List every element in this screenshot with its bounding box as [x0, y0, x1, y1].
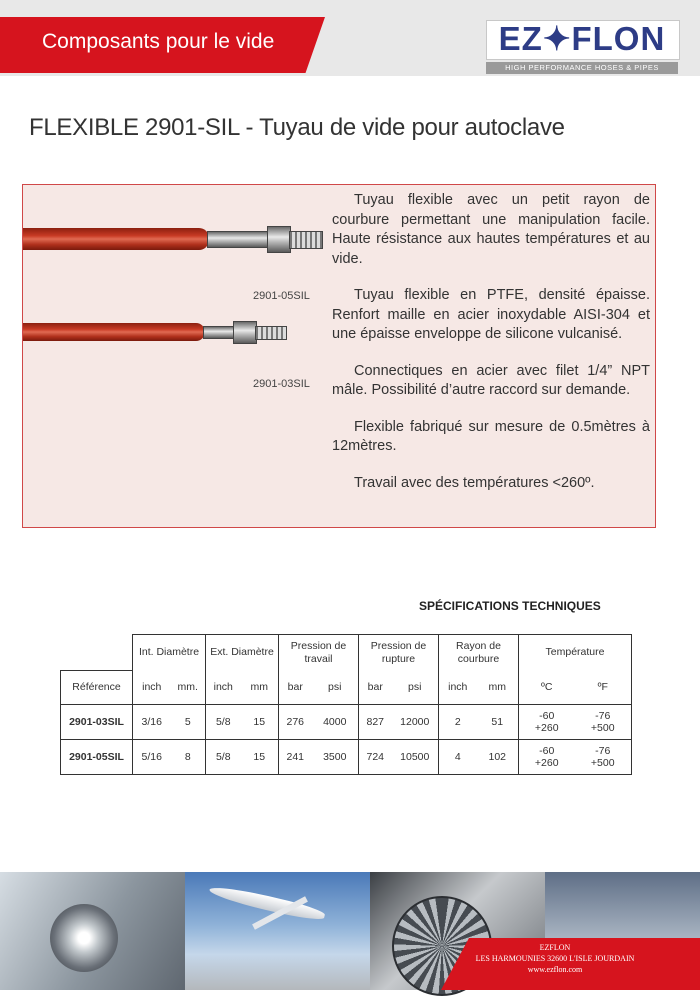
product-panel	[22, 184, 656, 528]
table-row	[61, 739, 632, 774]
cell-temp-c	[519, 739, 575, 774]
temp-max: +500	[590, 721, 615, 734]
section-title: Composants pour le vide	[42, 30, 275, 53]
fitting-sleeve	[207, 231, 269, 248]
aircraft-engine-photo	[0, 872, 185, 990]
row-reference: 2901-03SIL	[61, 704, 133, 739]
description-paragraph: Connectiques en acier avec filet 1/4” NPT mâle. Possibilité d’autre raccord sur demande.	[332, 362, 650, 398]
cell-radius-mm: 51	[477, 704, 519, 739]
unit-label: ºC	[519, 670, 575, 704]
specs-table	[60, 634, 632, 775]
cell-temp-f	[575, 704, 632, 739]
hose-label-05sil: 2901-05SIL	[253, 290, 310, 302]
row-reference: 2901-05SIL	[61, 739, 133, 774]
cell-radius-inch: 2	[439, 704, 477, 739]
cell-ext-mm: 15	[241, 739, 279, 774]
description-paragraph: Tuyau flexible avec un petit rayon de courbure permettant une manipulation facile. Haute résistance aux hautes températures et au vide.	[332, 192, 650, 267]
cell-burst-bar: 724	[359, 739, 392, 774]
cell-int-inch: 3/16	[133, 704, 171, 739]
table-row	[61, 704, 632, 739]
hose-03sil	[23, 323, 205, 341]
col-header-temperature: Température	[519, 635, 632, 671]
description-paragraph: Tuyau flexible en PTFE, densité épaisse. Renfort maille en acier inoxydable AISI-304 et une épaisse enveloppe de silicone vulcanisé.	[332, 287, 650, 342]
product-description	[332, 191, 650, 510]
footer-contact	[410, 942, 700, 975]
description-paragraph: Flexible fabriqué sur mesure de 0.5mètres à 12mètres.	[332, 418, 650, 454]
cell-temp-f	[575, 739, 632, 774]
temp-min: -60	[539, 709, 555, 722]
cell-burst-bar: 827	[359, 704, 392, 739]
col-header-int-diam: Int. Diamètre	[133, 635, 206, 671]
cell-work-bar: 241	[279, 739, 312, 774]
hose-label-03sil: 2901-03SIL	[253, 378, 310, 390]
fitting-sleeve	[203, 326, 235, 339]
cell-burst-psi: 10500	[392, 739, 439, 774]
temp-max: +500	[590, 756, 615, 769]
col-header-working-pressure: Pression de travail	[279, 635, 359, 671]
col-header-reference: Référence	[61, 670, 133, 704]
col-header-burst-pressure: Pression de rupture	[359, 635, 439, 671]
table-header-row	[61, 635, 632, 671]
cell-radius-mm: 102	[477, 739, 519, 774]
page-title: FLEXIBLE 2901-SIL - Tuyau de vide pour autoclave	[29, 114, 565, 141]
cell-int-mm: 5	[171, 704, 206, 739]
cell-work-psi: 4000	[312, 704, 359, 739]
table-units-row	[61, 670, 632, 704]
cell-int-mm: 8	[171, 739, 206, 774]
footer-address: LES HARMOUNIES 32600 L'ISLE JOURDAIN	[475, 954, 635, 963]
engine-nacelle	[50, 904, 118, 972]
footer-website[interactable]: www.ezflon.com	[527, 965, 583, 974]
footer-company: EZFLON	[539, 943, 571, 952]
unit-label: mm.	[177, 680, 198, 693]
unit-label: bar	[279, 670, 312, 704]
unit-label: mm	[250, 680, 268, 693]
cell-ext-inch: 5/8	[206, 704, 241, 739]
temp-max: +260	[534, 756, 559, 769]
col-header-bend-radius: Rayon de courbure	[439, 635, 519, 671]
fitting-thread	[289, 231, 323, 249]
unit-label: psi	[328, 680, 342, 693]
temp-min: -76	[595, 709, 611, 722]
cell-radius-inch: 4	[439, 739, 477, 774]
fitting-thread	[255, 326, 287, 340]
fitting-hex-nut	[267, 226, 291, 253]
fitting-hex-nut	[233, 321, 257, 344]
specs-heading: SPÉCIFICATIONS TECHNIQUES	[419, 599, 601, 613]
temp-max: +260	[534, 721, 559, 734]
cell-work-psi: 3500	[312, 739, 359, 774]
description-paragraph: Travail avec des températures <260º.	[354, 474, 595, 491]
unit-label: psi	[408, 680, 422, 693]
unit-label: inch	[439, 670, 477, 704]
cell-work-bar: 276	[279, 704, 312, 739]
unit-label: bar	[359, 670, 392, 704]
unit-label: mm	[488, 680, 506, 693]
hose-05sil	[23, 228, 209, 250]
col-header-ext-diam: Ext. Diamètre	[206, 635, 279, 671]
cell-int-inch: 5/16	[133, 739, 171, 774]
logo-tagline: HIGH PERFORMANCE HOSES & PIPES	[486, 62, 678, 74]
temp-min: -76	[595, 744, 611, 757]
cell-burst-psi: 12000	[392, 704, 439, 739]
unit-label: inch	[133, 670, 171, 704]
unit-label: inch	[206, 670, 241, 704]
cell-ext-mm: 15	[241, 704, 279, 739]
cell-ext-inch: 5/8	[206, 739, 241, 774]
temp-min: -60	[539, 744, 555, 757]
unit-label: ºF	[575, 670, 632, 704]
cell-temp-c	[519, 704, 575, 739]
company-logo: EZ✦FLON	[498, 20, 666, 57]
